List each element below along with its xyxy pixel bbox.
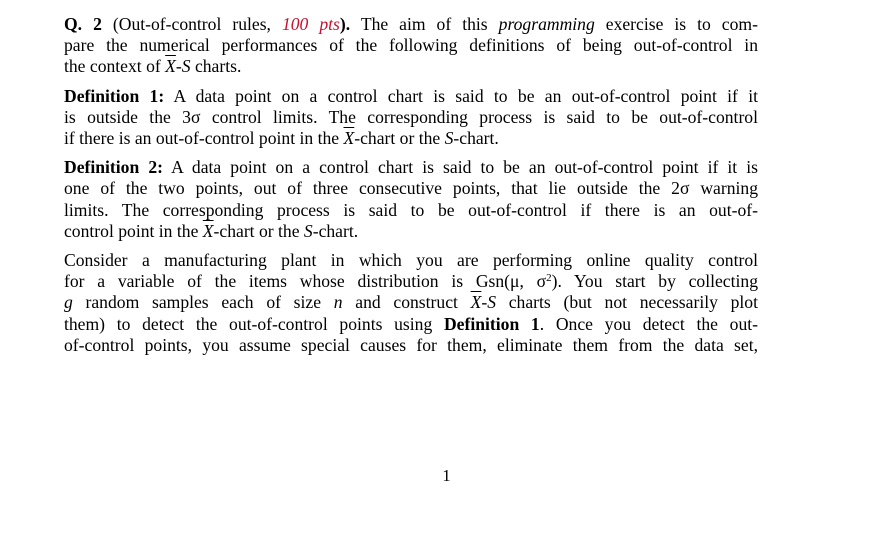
definition-1-reference: Definition 1 [443,313,540,334]
document-body [64,14,758,364]
definition-2: Definition 2: A data point on a control chart is said to be an out-of-control point if it is one of the two points, out of three consecutive points, that lie outside the 2σ warning limits. The corresponding process is said to be out-of-control if there is an out-of- control point in the $\overline{X}$-chart or the S-chart. [64,157,758,241]
page-number: 1 [442,466,451,485]
question-number: Q. 2 [64,14,102,34]
definition-1-label: Definition 1: [64,85,165,106]
consider-paragraph: Consider a manufacturing plant in which you are performing online quality control for a variable of the items whose distribution is Gsn(μ, $\sigma^2$). You start by collecting g random samples each of size n and construct $\overline{X}-S$ charts (but not necessarily plot them) to detect the out-of-control points using Definition 1. Once you detect the out- of-control points, you assume special causes for them, eliminate them from the data set, [64,250,758,355]
definition-2-label: Definition 2: [64,157,163,178]
question-title: (Out-of-control rules, [112,14,271,34]
question-paragraph: Q. 2 (Out-of-control rules, 100 pts). The aim of this programming exercise is to com- pare the numerical performances of the following definitions of being out-of-control in the context of $\overline{X}-S$ charts. [64,14,758,77]
definition-1: Definition 1: A data point on a control chart is said to be an out-of-control point if it is outside the 3σ control limits. The corresponding process is said to be out-of-control if there is an out-of-control point in the $\overline{X}$-chart or the S-chart. [64,85,758,149]
question-points: 100 pts [281,14,340,34]
